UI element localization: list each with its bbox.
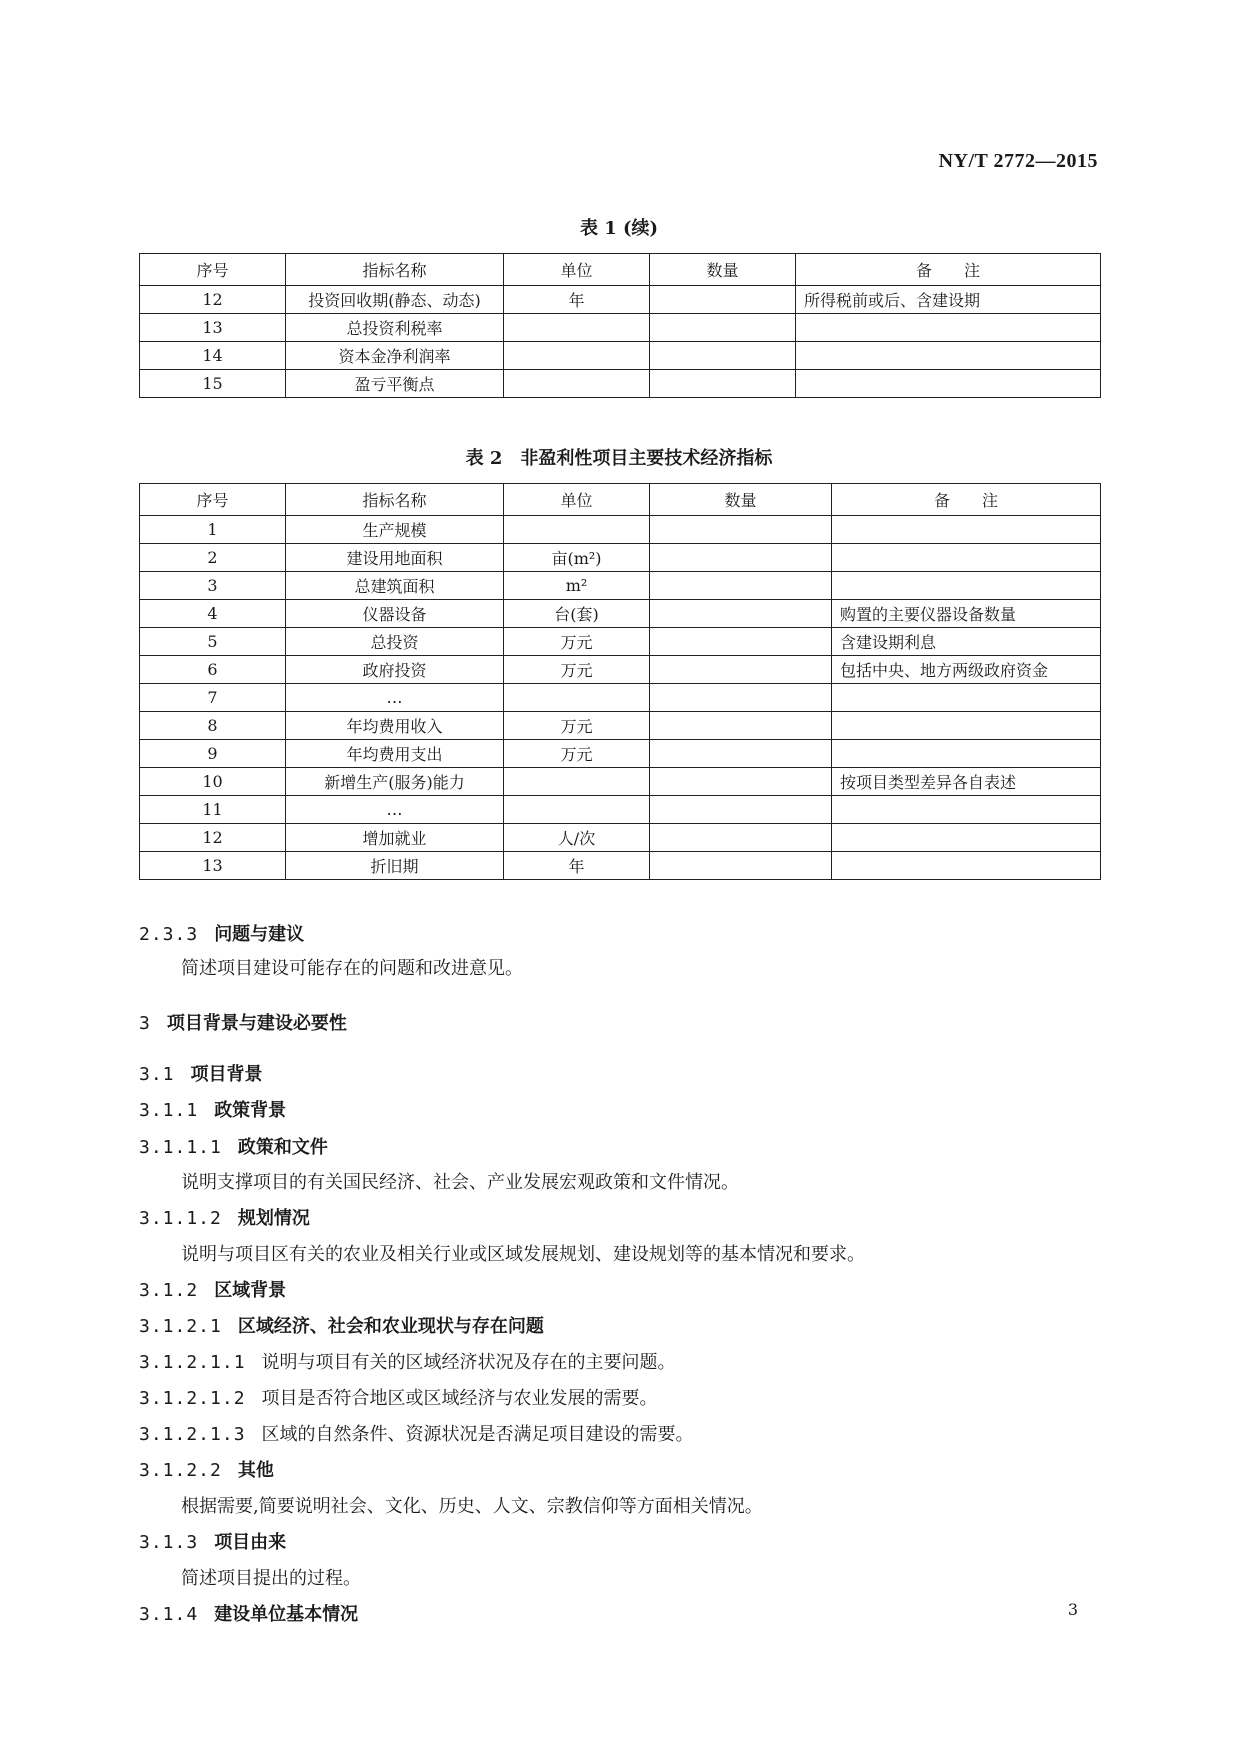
- section-3-1-2-1-1: 3.1.2.1.1 说明与项目有关的区域经济状况及存在的主要问题。: [139, 1352, 676, 1373]
- table-cell: 投资回收期(静态、动态): [286, 286, 504, 314]
- table-cell: …: [286, 796, 504, 824]
- table-row: [140, 572, 1101, 600]
- table1-header-cell: 数量: [650, 254, 796, 286]
- table-cell: 万元: [504, 656, 650, 684]
- table-cell: 万元: [504, 628, 650, 656]
- paragraph-3-1-1-1: 说明支撑项目的有关国民经济、社会、产业发展宏观政策和文件情况。: [181, 1172, 739, 1193]
- table-cell: 1: [140, 516, 286, 544]
- table-cell: 年均费用支出: [286, 740, 504, 768]
- table-cell: [650, 286, 796, 314]
- table-cell: 新增生产(服务)能力: [286, 768, 504, 796]
- section-3-1-2-1: 3.1.2.1 区域经济、社会和农业现状与存在问题: [139, 1316, 544, 1337]
- table-cell: [650, 656, 832, 684]
- paragraph-3-1-2-2: 根据需要,简要说明社会、文化、历史、人文、宗教信仰等方面相关情况。: [181, 1496, 763, 1517]
- table-cell: 7: [140, 684, 286, 712]
- section-3-1-4: 3.1.4 建设单位基本情况: [139, 1604, 359, 1625]
- table-cell: [504, 684, 650, 712]
- table1-body: [140, 286, 1101, 398]
- table-cell: 建设用地面积: [286, 544, 504, 572]
- table1-header-cell: 指标名称: [286, 254, 504, 286]
- table-cell: 盈亏平衡点: [286, 370, 504, 398]
- table2-header-cell: 单位: [504, 484, 650, 516]
- table-cell: 折旧期: [286, 852, 504, 880]
- table2-caption: 表 2 非盈利性项目主要技术经济指标: [465, 448, 773, 469]
- table-cell: [650, 516, 832, 544]
- table-cell: [650, 712, 832, 740]
- table-cell: [504, 314, 650, 342]
- standard-code: NY/T 2772—2015: [938, 150, 1098, 172]
- section-3-1-2-2: 3.1.2.2 其他: [139, 1460, 274, 1481]
- table-cell: [504, 516, 650, 544]
- table2-header-row: [140, 484, 1101, 516]
- table1: [139, 253, 1101, 398]
- table-cell: 3: [140, 572, 286, 600]
- table-cell: [832, 544, 1101, 572]
- table-row: [140, 628, 1101, 656]
- section-3-1-2: 3.1.2 区域背景: [139, 1280, 287, 1301]
- table-cell: [832, 572, 1101, 600]
- table-cell: [832, 796, 1101, 824]
- table-cell: 12: [140, 286, 286, 314]
- table-row: [140, 286, 1101, 314]
- table-cell: 生产规模: [286, 516, 504, 544]
- table-cell: 台(套): [504, 600, 650, 628]
- table-cell: [650, 342, 796, 370]
- table-cell: 购置的主要仪器设备数量: [832, 600, 1101, 628]
- table-row: [140, 740, 1101, 768]
- table-cell: [650, 600, 832, 628]
- table-cell: 所得税前或后、含建设期: [796, 286, 1101, 314]
- table-cell: 8: [140, 712, 286, 740]
- table-cell: 年: [504, 852, 650, 880]
- table-cell: [650, 684, 832, 712]
- paragraph-3-1-3: 简述项目提出的过程。: [181, 1568, 361, 1589]
- table-row: [140, 370, 1101, 398]
- table-cell: [504, 768, 650, 796]
- table2: [139, 483, 1101, 880]
- table-cell: [650, 370, 796, 398]
- paragraph-3-1-1-2: 说明与项目区有关的农业及相关行业或区域发展规划、建设规划等的基本情况和要求。: [181, 1244, 865, 1265]
- table-row: [140, 342, 1101, 370]
- table-cell: 资本金净利润率: [286, 342, 504, 370]
- table-cell: 13: [140, 314, 286, 342]
- table1-caption: 表 1 (续): [579, 218, 659, 239]
- table1-header-cell: 备 注: [796, 254, 1101, 286]
- table-cell: [650, 824, 832, 852]
- table-row: [140, 544, 1101, 572]
- section-3: 3 项目背景与建设必要性: [139, 1013, 347, 1034]
- table-cell: [796, 342, 1101, 370]
- table-cell: …: [286, 684, 504, 712]
- table2-header-cell: 备 注: [832, 484, 1101, 516]
- table-cell: 9: [140, 740, 286, 768]
- table-cell: 总投资利税率: [286, 314, 504, 342]
- table1-header-cell: 序号: [140, 254, 286, 286]
- section-3-1-2-1-2: 3.1.2.1.2 项目是否符合地区或区域经济与农业发展的需要。: [139, 1388, 658, 1409]
- table-row: [140, 796, 1101, 824]
- table-row: [140, 712, 1101, 740]
- table-cell: [650, 544, 832, 572]
- table-cell: [832, 712, 1101, 740]
- table-row: [140, 656, 1101, 684]
- table-cell: [832, 852, 1101, 880]
- table-cell: 6: [140, 656, 286, 684]
- table1-header-row: [140, 254, 1101, 286]
- table-cell: 15: [140, 370, 286, 398]
- table-row: [140, 516, 1101, 544]
- table-row: [140, 314, 1101, 342]
- table-cell: [832, 684, 1101, 712]
- table-cell: 政府投资: [286, 656, 504, 684]
- table-row: [140, 768, 1101, 796]
- table-cell: 4: [140, 600, 286, 628]
- paragraph-2-3-3: 简述项目建设可能存在的问题和改进意见。: [181, 958, 523, 979]
- table-cell: 10: [140, 768, 286, 796]
- table2-header-cell: 指标名称: [286, 484, 504, 516]
- table-cell: 亩(m²): [504, 544, 650, 572]
- table-cell: [504, 796, 650, 824]
- table-row: [140, 684, 1101, 712]
- page-number: 3: [1067, 1600, 1078, 1619]
- section-3-1-2-1-3: 3.1.2.1.3 区域的自然条件、资源状况是否满足项目建设的需要。: [139, 1424, 694, 1445]
- table-row: [140, 600, 1101, 628]
- table-cell: 14: [140, 342, 286, 370]
- table-row: [140, 852, 1101, 880]
- table-cell: m²: [504, 572, 650, 600]
- table-cell: 增加就业: [286, 824, 504, 852]
- section-3-1-1: 3.1.1 政策背景: [139, 1100, 287, 1121]
- table2-header-cell: 序号: [140, 484, 286, 516]
- table1-header-cell: 单位: [504, 254, 650, 286]
- table-cell: 12: [140, 824, 286, 852]
- table-cell: 2: [140, 544, 286, 572]
- table-cell: 年均费用收入: [286, 712, 504, 740]
- section-3-1: 3.1 项目背景: [139, 1064, 263, 1085]
- table-cell: [832, 824, 1101, 852]
- table-cell: [796, 314, 1101, 342]
- table-cell: 5: [140, 628, 286, 656]
- table-cell: [504, 370, 650, 398]
- section-2-3-3: 2.3.3 问题与建议: [139, 924, 305, 945]
- table-cell: 按项目类型差异各自表述: [832, 768, 1101, 796]
- table-cell: [832, 516, 1101, 544]
- table-cell: [650, 314, 796, 342]
- table-cell: 包括中央、地方两级政府资金: [832, 656, 1101, 684]
- section-3-1-1-1: 3.1.1.1 政策和文件: [139, 1137, 328, 1158]
- table-cell: 万元: [504, 740, 650, 768]
- table-cell: 13: [140, 852, 286, 880]
- table-cell: 万元: [504, 712, 650, 740]
- table-cell: 总建筑面积: [286, 572, 504, 600]
- table2-header-cell: 数量: [650, 484, 832, 516]
- table-cell: 总投资: [286, 628, 504, 656]
- table-cell: [832, 740, 1101, 768]
- table-cell: [650, 572, 832, 600]
- table-cell: 含建设期利息: [832, 628, 1101, 656]
- section-3-1-3: 3.1.3 项目由来: [139, 1532, 287, 1553]
- table-cell: 年: [504, 286, 650, 314]
- table-cell: [504, 342, 650, 370]
- table-cell: [796, 370, 1101, 398]
- table2-body: [140, 516, 1101, 880]
- section-3-1-1-2: 3.1.1.2 规划情况: [139, 1208, 310, 1229]
- table-cell: 仪器设备: [286, 600, 504, 628]
- table-cell: [650, 796, 832, 824]
- table-cell: 人/次: [504, 824, 650, 852]
- table-cell: [650, 740, 832, 768]
- table-cell: [650, 852, 832, 880]
- table-cell: [650, 628, 832, 656]
- table-cell: [650, 768, 832, 796]
- table-row: [140, 824, 1101, 852]
- table-cell: 11: [140, 796, 286, 824]
